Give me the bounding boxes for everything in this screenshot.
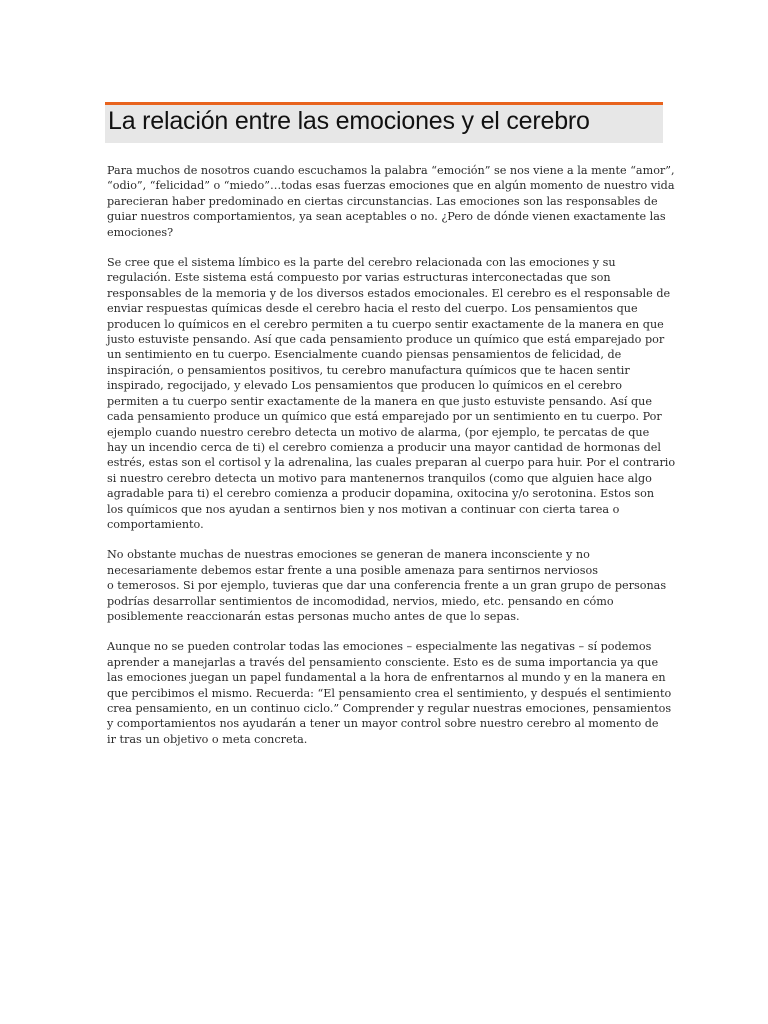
paragraph-line: agradable para ti) el cerebro comienza a producir dopamina, oxitocina y/o serotonina. Estos son — [107, 487, 655, 501]
title-banner — [105, 102, 663, 143]
paragraph-line: Se cree que el sistema límbico es la parte del cerebro relacionada con las emociones y su — [107, 256, 616, 270]
paragraph-line: responsables de la memoria y de los diversos estados emocionales. El cerebro es el responsable de — [107, 286, 671, 300]
paragraph-line: hay un incendio cerca de ti) el cerebro comienza a producir una mayor cantidad de hormonas del — [107, 440, 661, 454]
paragraph-line: cada pensamiento produce un químico que está emparejado por un sentimiento en tu cuerpo. Por — [107, 410, 662, 424]
paragraph-line: Aunque no se pueden controlar todas las emociones – especialmente las negativas – sí podemos — [107, 640, 652, 654]
paragraph-line: estrés, estas son el cortisol y la adrenalina, las cuales preparan al cuerpo para huir. Por el contrario — [107, 456, 676, 470]
paragraph-line: aprender a manejarlas a través del pensamiento consciente. Esto es de suma importancia ya que — [107, 655, 659, 669]
paragraph-line: permiten a tu cuerpo sentir exactamente de la manera en que justo estuviste pensando. Así que — [107, 394, 652, 408]
paragraph-line: y comportamientos nos ayudarán a tener un mayor control sobre nuestro cerebro al momento de — [107, 717, 659, 731]
paragraph-line: los químicos que nos ayudan a sentirnos bien y nos motivan a continuar con cierta tarea o — [107, 502, 620, 516]
paragraph-line: justo estuviste pensando. Así que cada pensamiento produce un químico que está emparejado por — [107, 333, 665, 347]
paragraph-line: parecieran haber predominado en ciertas circunstancias. Las emociones son las responsables de — [107, 194, 658, 208]
paragraph-2 — [107, 255, 676, 532]
paragraph-line: comportamiento. — [107, 517, 204, 531]
page-title: La relación entre las emociones y el cerebro — [108, 107, 590, 135]
paragraph-line: guiar nuestros comportamientos, ya sean aceptables o no. ¿Pero de dónde vienen exactamente las — [107, 210, 666, 224]
paragraph-line: crea pensamiento, en un continuo ciclo.” Comprender y regular nuestras emociones, pensamientos — [107, 702, 672, 715]
paragraph-line: ejemplo cuando nuestro cerebro detecta un motivo de alarma, (por ejemplo, te percatas de que — [107, 425, 650, 439]
paragraph-line: “odio”, “felicidad” o “miedo”…todas esas fuerzas emociones que en algún momento de nuestro vida — [107, 179, 675, 193]
paragraph-line: producen lo químicos en el cerebro permiten a tu cuerpo sentir exactamente de la manera en que — [107, 317, 664, 331]
paragraph-line: regulación. Este sistema está compuesto por varias estructuras interconectadas que son — [107, 271, 611, 285]
paragraph-line: las emociones juegan un papel fundamental a la hora de enfrentarnos al mundo y en la manera en — [107, 671, 666, 685]
paragraph-line: No obstante muchas de nuestras emociones se generan de manera inconsciente y no — [107, 548, 590, 562]
paragraph-line: emociones? — [107, 225, 174, 239]
paragraph-line: inspiración, o pensamientos positivos, tu cerebro manufactura químicos que te hacen sentir — [107, 363, 630, 377]
paragraph-1 — [107, 163, 675, 240]
paragraph-line: que percibimos el mismo. Recuerda: “El pensamiento crea el sentimiento, y después el sentimiento — [107, 686, 672, 700]
paragraph-line: si nuestro cerebro detecta un motivo para mantenernos tranquilos (como que alguien hace algo — [107, 471, 652, 485]
paragraph-line: posiblemente reaccionarán estas personas mucho antes de que lo sepas. — [107, 609, 520, 623]
paragraph-line: necesariamente debemos estar frente a una posible amenaza para sentirnos nerviosos — [107, 563, 598, 577]
paragraph-line: podrías desarrollar sentimientos de incomodidad, nervios, miedo, etc. pensando en cómo — [107, 594, 614, 608]
paragraph-line: inspirado, regocijado, y elevado Los pensamientos que producen lo químicos en el cerebro — [107, 379, 623, 393]
paragraph-line: ir tras un objetivo o meta concreta. — [107, 732, 308, 746]
paragraph-line: un sentimiento en tu cuerpo. Esencialmente cuando piensas pensamientos de felicidad, de — [107, 348, 622, 362]
paragraph-3 — [107, 547, 667, 624]
paragraph-line: enviar respuestas químicas desde el cerebro hacia el resto del cuerpo. Los pensamientos que — [107, 302, 638, 316]
paragraph-4 — [107, 639, 672, 747]
paragraph-line: Para muchos de nosotros cuando escuchamos la palabra “emoción” se nos viene a la mente “amor”, — [107, 164, 675, 177]
article-body — [107, 163, 676, 762]
paragraph-line: o temerosos. Si por ejemplo, tuvieras que dar una conferencia frente a un gran grupo de personas — [107, 579, 667, 593]
